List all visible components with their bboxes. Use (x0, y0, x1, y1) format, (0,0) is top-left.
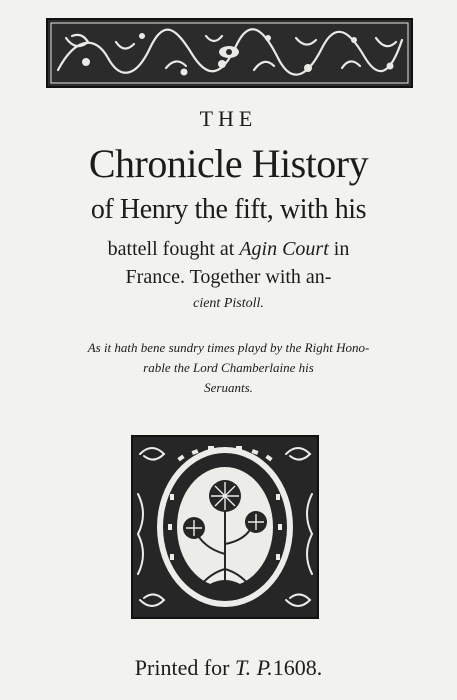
performance-line-3: Seruants. (204, 380, 253, 395)
subtitle-line-2-post: in (328, 238, 350, 260)
subtitle-line-4: cient Pistoll. (193, 296, 264, 311)
subtitle-line-3: France. Together with an- (125, 266, 332, 288)
performance-line-1: As it hath bene sundry times playd by the Right Hono- (87, 340, 370, 355)
printers-device-icon (130, 434, 320, 620)
imprint-pre: Printed for (134, 655, 235, 680)
subtitle-line-2-italic: Agin Court (239, 238, 329, 260)
main-title: Chronicle History (88, 141, 369, 186)
ornamental-border-icon (46, 18, 413, 88)
subtitle-line-1: of Henry the fift, with his (90, 194, 367, 225)
subtitle-line-2 (0, 238, 457, 261)
imprint (0, 655, 457, 681)
subtitle-line-2-pre: battell fought at (107, 238, 240, 260)
imprint-year: 1608. (272, 655, 323, 680)
heading-the: THE (199, 106, 258, 131)
performance-line-2: rable the Lord Chamberlaine his (143, 360, 314, 375)
imprint-printer: T. P. (234, 655, 273, 680)
